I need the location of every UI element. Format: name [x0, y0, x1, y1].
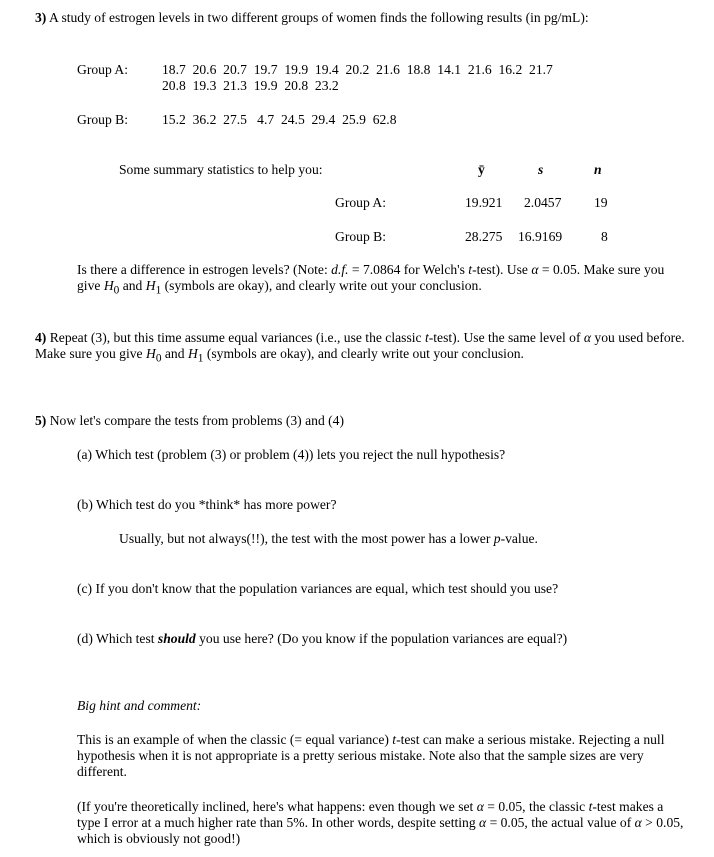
q3-df: d.f.: [331, 262, 349, 277]
summary-row-b-ybar: 28.275: [465, 229, 503, 244]
hint-p1-text-b: -test can make a serious mistake. Rejecting a null hypothesis when it is not appropriate is a pretty serious mistake. Note also that the sample sizes are very different.: [77, 732, 665, 779]
summary-row-a-s: 2.0457: [524, 195, 562, 210]
group-b-data-line-1: 15.2 36.2 27.5 4.7 24.5 29.4 25.9 62.8: [162, 112, 397, 127]
p4-t: t: [424, 330, 429, 345]
group-a-data-line-2: 20.8 19.3 21.3 19.9 20.8 23.2: [162, 78, 339, 93]
q5d-should: should: [157, 631, 196, 646]
p4-text-a: Repeat (3), but this time assume equal variances (i.e., use the classic: [46, 330, 425, 345]
p4-text-d: (symbols are okay), and clearly write out your conclusion.: [203, 346, 524, 361]
power-note-text-b: -value.: [500, 531, 538, 546]
problem-5-text: Now let's compare the tests from problems (3) and (4): [46, 413, 344, 428]
hint-title: Big hint and comment:: [77, 698, 202, 713]
hint-p2-text-e: > 0.05, which is obviously not good!): [77, 815, 684, 846]
p4-text-b: -test). Use the same level of: [428, 330, 584, 345]
q3-h0: H: [103, 278, 114, 293]
problem-5-number: 5): [35, 413, 47, 428]
q3-text-e: (symbols are okay), and clearly write out your conclusion.: [161, 278, 482, 293]
p4-h1-sub: 1: [197, 352, 204, 365]
problem-3-question: [77, 262, 677, 299]
q3-t: t: [468, 262, 473, 277]
q5d-text-b: you use here? (Do you know if the population variances are equal?): [195, 631, 568, 646]
q3-text-c: -test). Use: [472, 262, 532, 277]
group-a-label: Group A:: [77, 62, 128, 77]
p4-alpha: α: [583, 330, 592, 345]
question-5a: (a) Which test (problem (3) or problem (4)) lets you reject the null hypothesis?: [77, 447, 506, 462]
hint-p2-text-a: (If you're theoretically inclined, here's what happens: even though we set: [77, 799, 477, 814]
group-b-label: Group B:: [77, 112, 128, 127]
q3-text-b: = 7.0864 for Welch's: [348, 262, 469, 277]
q3-h0-sub: 0: [113, 284, 120, 297]
hint-p2-text-b: = 0.05, the classic: [483, 799, 589, 814]
hint-p2-text-d: = 0.05, the actual value of: [486, 815, 635, 830]
problem-3-heading: [35, 10, 589, 26]
q5d-text-a: (d) Which test: [77, 631, 158, 646]
q3-text-d: = 0.05. Make sure you give: [77, 262, 665, 293]
problem-4-number: 4): [35, 330, 47, 345]
summary-row-b-label: Group B:: [335, 229, 386, 244]
hint-p2-alpha-2: α: [479, 815, 487, 830]
hint-p2-t: t: [588, 799, 593, 814]
q3-text-a: Is there a difference in estrogen levels? (Note:: [77, 262, 332, 277]
summary-row-b-s: 16.9169: [518, 229, 563, 244]
hint-p2-alpha-1: α: [476, 799, 484, 814]
question-5d: [77, 631, 567, 647]
question-5c: (c) If you don't know that the population variances are equal, which test should you use?: [77, 581, 559, 596]
hint-p2-text-c: -test makes a type I error at a much higher rate than 5%. In other words, despite setting: [77, 799, 664, 830]
problem-3-text: A study of estrogen levels in two different groups of women finds the following results (in pg/mL):: [46, 10, 589, 25]
hint-p1-t: t: [392, 732, 397, 747]
power-note-text-a: Usually, but not always(!!), the test with the most power has a lower: [119, 531, 494, 546]
hint-p1-text-a: This is an example of when the classic (= equal variance): [77, 732, 393, 747]
summary-row-a-ybar: 19.921: [465, 195, 503, 210]
column-header-n: n: [594, 162, 602, 177]
summary-intro: Some summary statistics to help you:: [119, 162, 323, 177]
column-header-s: s: [538, 162, 544, 177]
q3-h1: H: [145, 278, 156, 293]
problem-5-heading: [35, 413, 344, 429]
power-note-p: p: [493, 531, 501, 546]
power-note: [119, 531, 538, 547]
problem-4: [35, 330, 695, 367]
hint-p2-alpha-3: α: [634, 815, 642, 830]
summary-row-a-n: 19: [594, 195, 608, 210]
q3-alpha: α: [531, 262, 539, 277]
p4-h0: H: [146, 346, 156, 361]
hint-paragraph-1: [77, 732, 694, 780]
question-5b: (b) Which test do you *think* has more power?: [77, 497, 337, 512]
problem-3-number: 3): [35, 10, 47, 25]
q3-h1-sub: 1: [155, 284, 162, 297]
hint-paragraph-2: [77, 799, 687, 847]
q3-and: and: [119, 278, 146, 293]
p4-and: and: [161, 346, 188, 361]
p4-text-c: you used before. Make sure you give: [35, 330, 685, 361]
group-a-data-line-1: 18.7 20.6 20.7 19.7 19.9 19.4 20.2 21.6 18.8 14.1 21.6 16.2 21.7: [162, 62, 553, 77]
summary-row-a-label: Group A:: [335, 195, 386, 210]
column-header-ybar: ȳ: [478, 162, 485, 177]
p4-h0-sub: 0: [155, 352, 162, 365]
summary-row-b-n: 8: [601, 229, 608, 244]
p4-h1: H: [187, 346, 198, 361]
